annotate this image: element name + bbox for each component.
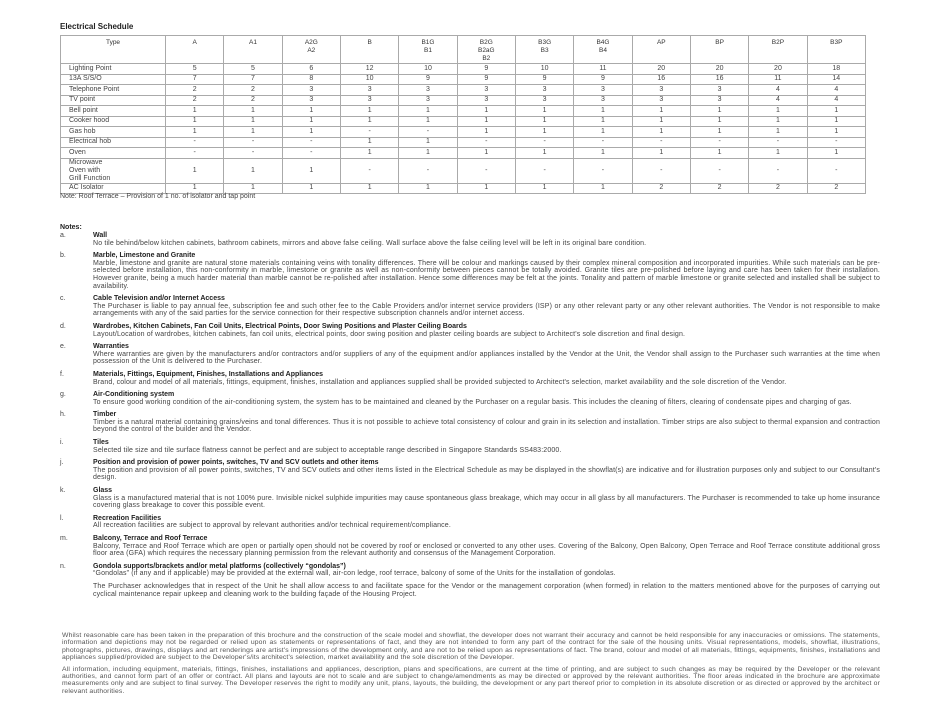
table-cell: 1 [574, 183, 632, 194]
table-row [61, 95, 866, 106]
table-cell: 1 [340, 116, 398, 127]
table-cell: 3 [340, 85, 398, 96]
row-label: Gas hob [61, 127, 166, 138]
table-cell: - [515, 158, 573, 183]
row-label: Electrical hob [61, 137, 166, 148]
note-item [60, 232, 880, 247]
table-row [61, 116, 866, 127]
table-cell: 12 [340, 64, 398, 75]
table-cell: 1 [574, 106, 632, 117]
table-cell: - [574, 137, 632, 148]
note-heading: Recreation Facilities [93, 514, 162, 522]
note-label: e. [60, 343, 66, 351]
note-body [93, 487, 880, 510]
table-cell: 2 [224, 95, 282, 106]
column-header: B3G B3 [515, 36, 573, 64]
table-cell: 1 [340, 137, 398, 148]
note-heading: Warranties [93, 343, 129, 351]
note-item [60, 439, 880, 454]
table-cell: - [632, 158, 690, 183]
table-cell: 18 [807, 64, 865, 75]
note-label: b. [60, 252, 66, 260]
table-cell: 1 [457, 148, 515, 159]
table-cell: 1 [807, 106, 865, 117]
note-body [93, 343, 880, 366]
note-heading: Gondola supports/brackets and/or metal platforms (collectively “gondolas”) [93, 562, 346, 570]
note-text: No tile behind/below kitchen cabinets, bathroom cabinets, mirrors and above false ceiling. Wall surface above the false ceiling level will be left in its original bare condition. [93, 239, 647, 247]
note-item [60, 295, 880, 318]
note-text: All recreation facilities are subject to approval by relevant authorities and/or technical requirement/compliance. [93, 522, 451, 530]
table-row [61, 127, 866, 138]
note-item [60, 343, 880, 366]
table-cell: 2 [690, 183, 748, 194]
table-cell: 11 [574, 64, 632, 75]
note-label: g. [60, 391, 66, 399]
note-text: To ensure good working condition of the air-conditioning system, the system has to be maintained and cleaned by the Purchaser on a regular basis. This includes the cleaning of filters, clearing of condensate pipes and charging of gas. [93, 398, 852, 406]
table-cell: - [574, 158, 632, 183]
table-cell: 7 [166, 74, 224, 85]
table-cell: - [515, 137, 573, 148]
table-cell: 5 [166, 64, 224, 75]
table-cell: 1 [166, 116, 224, 127]
note-item [60, 391, 880, 406]
table-cell: 1 [224, 127, 282, 138]
table-cell: 1 [399, 183, 457, 194]
table-row [61, 137, 866, 148]
table-cell: 1 [224, 116, 282, 127]
table-cell: 3 [515, 95, 573, 106]
note-label: i. [60, 439, 64, 447]
table-cell: 2 [749, 183, 807, 194]
table-cell: 10 [399, 64, 457, 75]
table-cell: 1 [749, 148, 807, 159]
table-cell: 20 [749, 64, 807, 75]
note-body [93, 371, 880, 386]
table-cell: 1 [399, 137, 457, 148]
table-cell: 8 [282, 74, 340, 85]
notes-heading: Notes: [60, 224, 82, 231]
table-cell: - [224, 137, 282, 148]
table-cell: 1 [457, 183, 515, 194]
note-item [60, 563, 880, 598]
table-cell: 6 [282, 64, 340, 75]
note-body [93, 391, 880, 406]
table-cell: 9 [515, 74, 573, 85]
note-label: j. [60, 459, 64, 467]
note-body [93, 411, 880, 434]
note-text: Selected tile size and tile surface flatness cannot be perfect and are subject to acceptable range described in Singapore Standards SS483:2000. [93, 446, 562, 454]
column-header: B3P [807, 36, 865, 64]
table-cell: 2 [807, 183, 865, 194]
table-cell: 20 [690, 64, 748, 75]
table-cell: - [457, 137, 515, 148]
table-cell: 2 [224, 85, 282, 96]
table-cell: 1 [807, 116, 865, 127]
table-cell: - [282, 137, 340, 148]
note-text: Balcony, Terrace and Roof Terrace which are open or partially open should not be covered by roof or enclosed or converted to any other uses. Covering of the Balcony, Open Balcony, Open Terrace and Roof Terrace constitute additional gross floor area (GFA) which requires the necessary planning permission from the relevant authority and consensus of the Management Corporation. [93, 542, 880, 558]
note-label: d. [60, 322, 66, 330]
table-cell: 1 [224, 106, 282, 117]
note-body [93, 563, 880, 598]
table-cell: 1 [399, 106, 457, 117]
table-cell: 1 [399, 116, 457, 127]
table-cell: 1 [515, 116, 573, 127]
note-item [60, 411, 880, 434]
table-cell: 1 [749, 106, 807, 117]
table-cell: 1 [224, 183, 282, 194]
table-cell: 1 [515, 127, 573, 138]
table-cell: 3 [282, 95, 340, 106]
note-item [60, 515, 880, 530]
table-cell: 1 [574, 148, 632, 159]
table-cell: 3 [399, 85, 457, 96]
table-cell: 16 [632, 74, 690, 85]
notes-list [60, 232, 880, 598]
table-cell: 1 [166, 106, 224, 117]
note-text: Brand, colour and model of all materials, fittings, equipment, finishes, installation and appliances supplied shall be provided subjected to Architect's selection, market availability and the sole discretion of the Vendor. [93, 378, 787, 386]
table-cell: 2 [632, 183, 690, 194]
note-body [93, 323, 880, 338]
table-cell: 4 [807, 85, 865, 96]
note-heading: Wall [93, 232, 108, 239]
table-cell: 1 [515, 183, 573, 194]
table-row [61, 74, 866, 85]
table-cell: - [457, 158, 515, 183]
table-cell: - [749, 137, 807, 148]
table-cell: 1 [632, 116, 690, 127]
note-text: Marble, limestone and granite are natural stone materials containing veins with tonality differences. There will be colour and markings caused by their complex mineral composition and incorporated impurities. While such materials can be pre-selected before installation, this non-conformity in marble, limestone or granite as well as non-conformity between pieces cannot be totally avoided. Granite tiles are pre-polished before laying and care has been taken for their installation. However granite, being a much harder material than marble cannot be re-polished after installation. Hence some differences may be felt at the joints. Tonality and pattern of marble limestone or granite selected and installed shall be subject to availability. [93, 259, 880, 290]
row-label: Lighting Point [61, 64, 166, 75]
table-cell: 3 [457, 95, 515, 106]
table-cell: 3 [574, 95, 632, 106]
column-header: B4G B4 [574, 36, 632, 64]
table-cell: 3 [282, 85, 340, 96]
note-heading: Tiles [93, 439, 109, 447]
row-label: TV point [61, 95, 166, 106]
table-cell: 1 [340, 106, 398, 117]
table-cell: 1 [515, 148, 573, 159]
table-cell: 10 [515, 64, 573, 75]
table-cell: 9 [574, 74, 632, 85]
table-cell: 1 [282, 106, 340, 117]
table-cell: - [690, 137, 748, 148]
table-cell: 1 [224, 158, 282, 183]
table-cell: 1 [749, 116, 807, 127]
table-cell: 9 [399, 74, 457, 85]
table-cell: 1 [399, 148, 457, 159]
table-cell: 1 [574, 127, 632, 138]
note-item [60, 371, 880, 386]
column-header: A [166, 36, 224, 64]
row-label: Cooker hood [61, 116, 166, 127]
row-label: AC Isolator [61, 183, 166, 194]
row-label: Microwave Oven with Grill Function [61, 158, 166, 183]
table-cell: 3 [457, 85, 515, 96]
note-text: Timber is a natural material containing grains/veins and tonal differences. Thus it is not possible to achieve total consistency of colour and grain in its selection and installation. Timber strips are also subject to thermal expansion and contraction beyond the control of the builder and the Vendor. [93, 418, 880, 434]
table-cell: 1 [807, 127, 865, 138]
note-heading: Wardrobes, Kitchen Cabinets, Fan Coil Units, Electrical Points, Door Swing Positions and Plaster Ceiling Boards [93, 322, 467, 330]
disclaimer-paragraph: All information, including equipment, materials, fittings, finishes, installations and appliances, description, plans and specifications, are current at the time of printing, and are subject to such changes as may be required by the Developer or the relevant authorities, and cannot form part of an offer or contract. All plans and layouts are not to scale and are subject to change/amendments as may be directed or approved by the relevant authorities. The floor areas indicated in the brochure are approximate measurements only and are subject to final survey. The Developer reserves the right to modify any unit, plans, layouts, the building, the development or any part thereof prior to completion in its absolute discretion or as directed or approved by the architect or relevant authorities. [62, 665, 880, 695]
table-cell: 1 [690, 116, 748, 127]
table-header-row [61, 36, 866, 64]
note-heading: Glass [93, 487, 113, 495]
note-text: The Purchaser is liable to pay annual fee, subscription fee and such other fee to the Cable Providers and/or internet service providers (ISP) or any other relevant party or any other relevant authorities. The Vendor is not responsible to make arrangements with any of the said parties for the service connection for their respective subscription channels and/or internet access. [93, 302, 880, 318]
table-row [61, 64, 866, 75]
note-body [93, 535, 880, 558]
table-cell: 2 [166, 85, 224, 96]
note-body [93, 252, 880, 290]
note-label: a. [60, 232, 66, 239]
table-cell: 1 [340, 183, 398, 194]
column-header: B2P [749, 36, 807, 64]
row-label: 13A S/S/O [61, 74, 166, 85]
table-cell: 1 [807, 148, 865, 159]
note-label: h. [60, 411, 66, 419]
table-cell: 1 [515, 106, 573, 117]
note-label: k. [60, 487, 66, 495]
row-label: Telephone Point [61, 85, 166, 96]
note-extra-text: The Purchaser acknowledges that in respect of the Unit he shall allow access to and facilitate space for the Vendor or the management corporation (when formed) in relation to the matters mentioned above for the purposes of carrying out cyclical maintenance repair upkeep and cleaning work to the building façade of the Housing Project. [93, 582, 880, 598]
disclaimer-paragraph: Whilst reasonable care has been taken in the preparation of this brochure and the construction of the scale model and showflat, the developer does not warrant their accuracy and cannot be held responsible for any inaccuracies or omissions. The statements, information and depictions may not be regarded or relied upon as statements or representations of fact, and they are not intended to form any part of the contract for the sale of the housing units. Visual representations, models, showflat, illustrations, photographs, pictures, drawings, displays and art renderings are artist's impressions of the development only, and are not to be relied upon as representations of fact. The brand, colour and model of all materials, fittings, equipments, finishes, installations and appliances supplied/provided are subject to the Developer's/its architect's selection, market availability and the sole discretion of the Developer. [62, 632, 880, 662]
table-cell: 20 [632, 64, 690, 75]
column-header: A2G A2 [282, 36, 340, 64]
table-cell: 1 [282, 183, 340, 194]
table-cell: 1 [340, 148, 398, 159]
table-note: Note: Roof Terrace – Provision of 1 no. of isolator and tap point [60, 193, 256, 200]
table-cell: 14 [807, 74, 865, 85]
note-body [93, 439, 880, 454]
table-cell: 5 [224, 64, 282, 75]
note-heading: Timber [93, 411, 117, 419]
electrical-schedule-table [60, 35, 866, 194]
note-label: f. [60, 370, 64, 378]
schedule-title: Electrical Schedule [60, 22, 134, 31]
table-cell: 11 [749, 74, 807, 85]
table-cell: 1 [457, 106, 515, 117]
note-heading: Cable Television and/or Internet Access [93, 295, 225, 303]
table-cell: - [340, 127, 398, 138]
note-text: Layout/Location of wardrobes, kitchen cabinets, fan coil units, electrical points, door swing position and plaster ceiling boards are subject to Architect's sole discretion and final design. [93, 330, 686, 338]
column-header-type: Type [61, 36, 166, 64]
note-item [60, 487, 880, 510]
table-cell: - [807, 137, 865, 148]
note-text: Glass is a manufactured material that is not 100% pure. Invisible nickel sulphide impurities may cause spontaneous glass breakage, which may occur in all glass by all manufacturers. The Purchaser is recommended to take up home insurance covering glass breakage to cover this possible event. [93, 494, 880, 510]
table-cell: - [690, 158, 748, 183]
table-cell: - [807, 158, 865, 183]
table-cell: - [399, 158, 457, 183]
table-cell: 2 [166, 95, 224, 106]
note-heading: Air-Conditioning system [93, 391, 175, 399]
table-cell: 3 [574, 85, 632, 96]
note-heading: Marble, Limestone and Granite [93, 252, 196, 260]
table-cell: 1 [632, 106, 690, 117]
notes-section [60, 224, 880, 603]
table-cell: 1 [690, 106, 748, 117]
table-cell: 1 [282, 127, 340, 138]
table-cell: 10 [340, 74, 398, 85]
table-cell: 4 [749, 85, 807, 96]
row-label: Oven [61, 148, 166, 159]
column-header: AP [632, 36, 690, 64]
table-cell: - [166, 148, 224, 159]
table-cell: 1 [282, 158, 340, 183]
note-label: n. [60, 562, 66, 570]
note-body [93, 295, 880, 318]
note-text: “Gondolas” (if any and if applicable) may be provided at the external wall, air-con ledge, roof terrace, balcony of some of the Units for the installation of gondolas. [93, 570, 616, 578]
table-cell: 1 [166, 183, 224, 194]
note-item [60, 323, 880, 338]
note-item [60, 535, 880, 558]
note-item [60, 252, 880, 290]
table-cell: 3 [690, 85, 748, 96]
table-cell: 7 [224, 74, 282, 85]
table-cell: 1 [690, 148, 748, 159]
column-header: B1G B1 [399, 36, 457, 64]
table-cell: 1 [166, 158, 224, 183]
table-body [61, 64, 866, 194]
column-header: B [340, 36, 398, 64]
table-cell: 4 [807, 95, 865, 106]
note-body [93, 232, 880, 247]
table-cell: 1 [690, 127, 748, 138]
table-cell: 1 [749, 127, 807, 138]
note-text: Where warranties are given by the manufacturers and/or contractors and/or suppliers of any of the equipment and/or appliances installed by the Vendor at the Unit, the Vendor shall assign to the Purchaser such warranties at the time when possession of the Unit is delivered to the Purchaser. [93, 350, 880, 366]
table-row [61, 158, 866, 183]
table-row [61, 183, 866, 194]
table-cell: - [632, 137, 690, 148]
table-cell: 3 [340, 95, 398, 106]
table-cell: 1 [574, 116, 632, 127]
table-cell: - [399, 127, 457, 138]
table-cell: 9 [457, 74, 515, 85]
table-cell: 3 [690, 95, 748, 106]
table-cell: 3 [515, 85, 573, 96]
table-cell: 3 [632, 95, 690, 106]
table-cell: - [340, 158, 398, 183]
table-cell: 1 [632, 148, 690, 159]
table-cell: - [749, 158, 807, 183]
note-body [93, 459, 880, 482]
table-cell: 1 [457, 127, 515, 138]
table-cell: 16 [690, 74, 748, 85]
table-cell: 1 [166, 127, 224, 138]
table-cell: 1 [457, 116, 515, 127]
note-label: l. [60, 514, 64, 522]
note-label: c. [60, 295, 66, 303]
note-heading: Balcony, Terrace and Roof Terrace [93, 535, 208, 542]
table-cell: - [166, 137, 224, 148]
note-label: m. [60, 535, 68, 542]
table-row [61, 148, 866, 159]
table-cell: 9 [457, 64, 515, 75]
note-body [93, 515, 880, 530]
table-row [61, 106, 866, 117]
table-cell: - [282, 148, 340, 159]
column-header: B2G B2aG B2 [457, 36, 515, 64]
table-cell: 3 [632, 85, 690, 96]
table-cell: 1 [282, 116, 340, 127]
row-label: Bell point [61, 106, 166, 117]
note-item [60, 459, 880, 482]
table-cell: 3 [399, 95, 457, 106]
table-row [61, 85, 866, 96]
note-heading: Materials, Fittings, Equipment, Finishes, Installations and Appliances [93, 370, 324, 378]
disclaimer [62, 632, 880, 699]
table-cell: 4 [749, 95, 807, 106]
table-cell: - [224, 148, 282, 159]
column-header: A1 [224, 36, 282, 64]
table-cell: 1 [632, 127, 690, 138]
column-header: BP [690, 36, 748, 64]
note-heading: Position and provision of power points, switches, TV and SCV outlets and other items [93, 459, 379, 467]
note-text: The position and provision of all power points, switches, TV and SCV outlets and other items listed in the Electrical Schedule as may be displayed in the showflat(s) are indicative and for illustration purposes only and subject to our Consultant's design. [93, 466, 880, 482]
